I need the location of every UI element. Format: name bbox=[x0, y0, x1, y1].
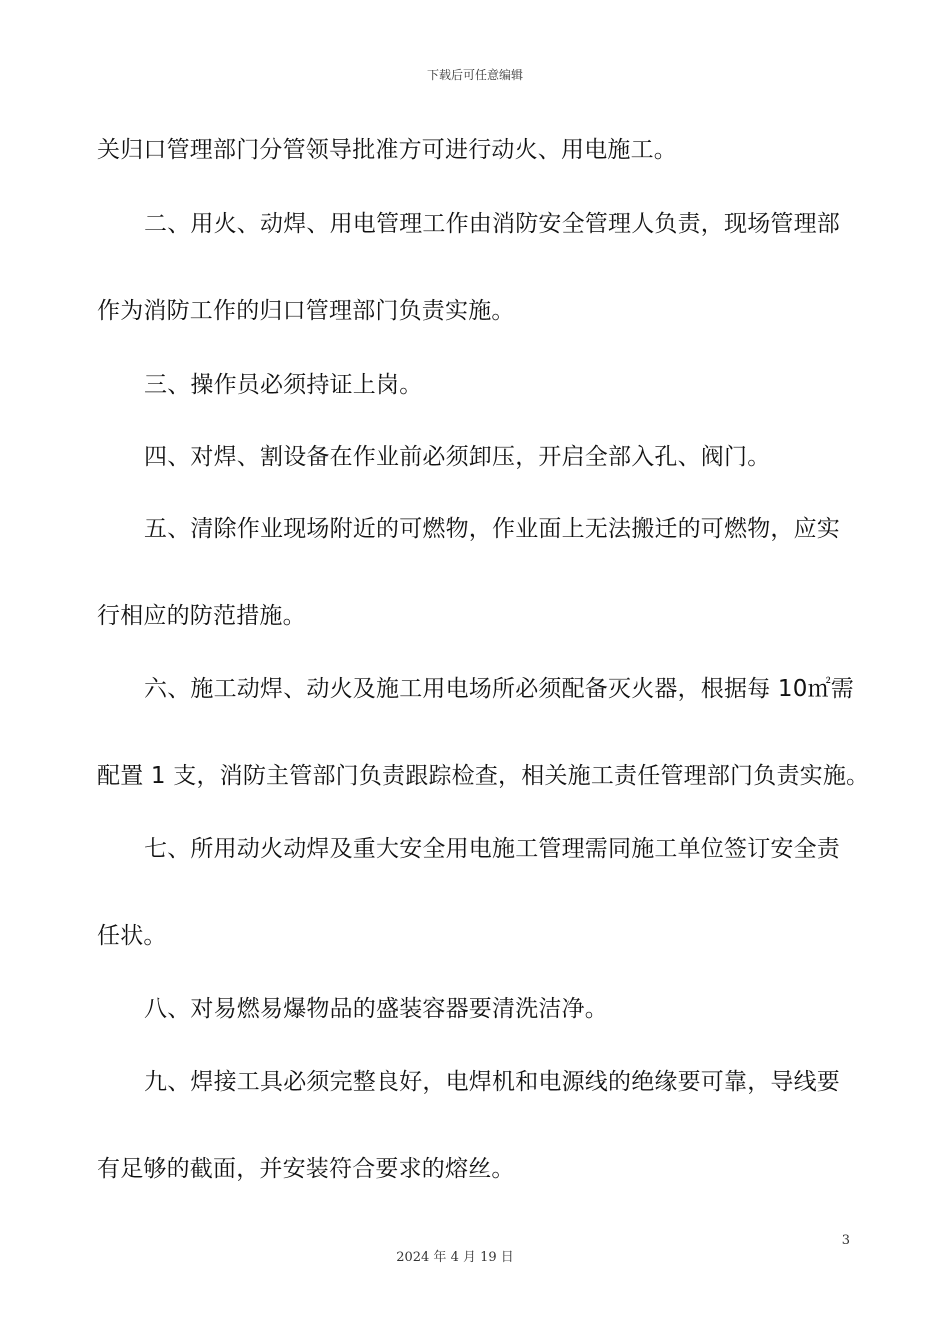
body-line-8: 六、施工动焊、动火及施工用电场所必须配备灭火器，根据每 10㎡需 bbox=[144, 676, 854, 702]
body-line-3: 作为消防工作的归口管理部门负责实施。 bbox=[97, 298, 515, 324]
body-line-14: 有足够的截面，并安装符合要求的熔丝。 bbox=[97, 1156, 515, 1182]
body-line-10: 七、所用动火动焊及重大安全用电施工管理需同施工单位签订安全责 bbox=[144, 836, 840, 862]
body-line-11: 任状。 bbox=[97, 923, 167, 949]
body-line-9: 配置 1 支，消防主管部门负责跟踪检查，相关施工责任管理部门负责实施。 bbox=[97, 763, 870, 789]
body-line-12: 八、对易燃易爆物品的盛装容器要清洗洁净。 bbox=[144, 996, 608, 1022]
page-number: 3 bbox=[841, 1233, 850, 1248]
body-line-1: 关归口管理部门分管领导批准方可进行动火、用电施工。 bbox=[97, 137, 677, 163]
body-line-13: 九、焊接工具必须完整良好，电焊机和电源线的绝缘要可靠，导线要 bbox=[144, 1069, 840, 1095]
body-line-4: 三、操作员必须持证上岗。 bbox=[144, 372, 423, 398]
body-line-6: 五、清除作业现场附近的可燃物，作业面上无法搬迁的可燃物，应实 bbox=[144, 516, 840, 542]
body-line-7: 行相应的防范措施。 bbox=[97, 603, 306, 629]
page-header: 下载后可任意编辑 bbox=[426, 68, 523, 82]
body-line-5: 四、对焊、割设备在作业前必须卸压，开启全部入孔、阀门。 bbox=[144, 444, 771, 470]
footer-date: 2024 年 4 月 19 日 bbox=[396, 1250, 514, 1265]
body-line-2: 二、用火、动焊、用电管理工作由消防安全管理人负责，现场管理部 bbox=[144, 211, 840, 237]
